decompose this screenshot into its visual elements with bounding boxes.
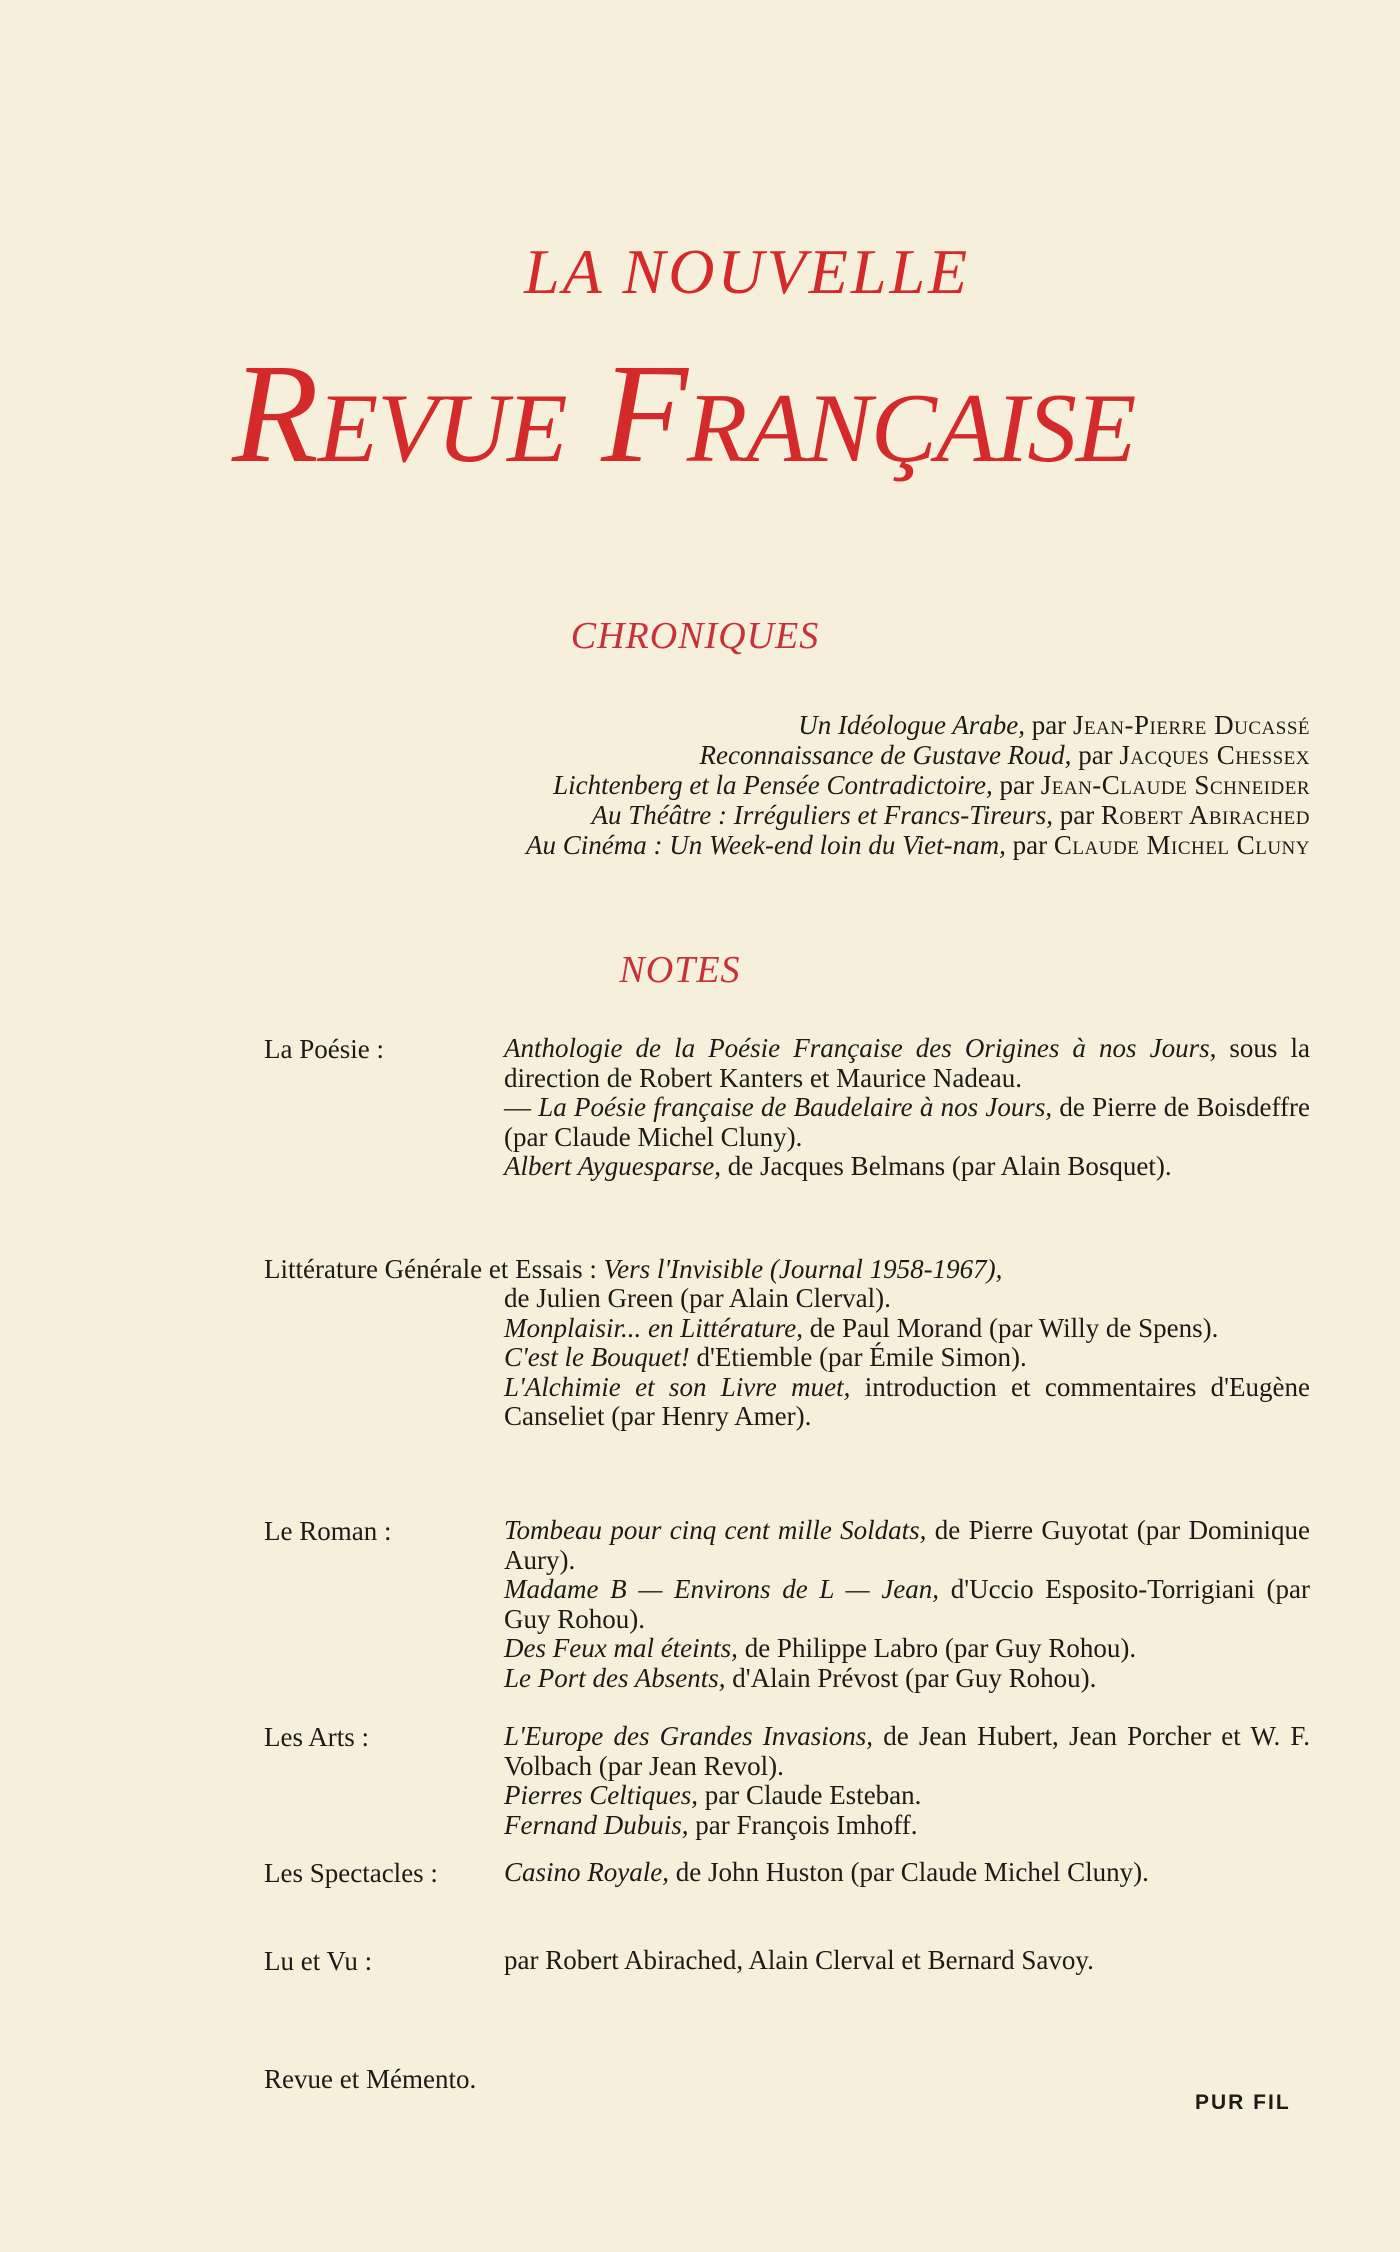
note-details: d'Alain Prévost (par Guy Rohou).: [725, 1662, 1097, 1693]
notes-section: [264, 1946, 1310, 1976]
note-title: Tombeau pour cinq cent mille Soldats,: [504, 1515, 927, 1545]
note-entry: [504, 1093, 1310, 1152]
notes-section: [264, 1034, 1310, 1182]
chroniques-list: [262, 710, 1310, 860]
notes-section-label: Les Spectacles :: [264, 1858, 438, 1888]
footer-paper-mark: PUR FIL: [1195, 2091, 1291, 2114]
notes-section-body: [504, 1946, 1310, 1976]
note-entry: [504, 1314, 1310, 1344]
chronique-item: [262, 770, 1310, 800]
note-entry: [504, 1781, 1310, 1811]
note-details: de Jean Hubert, Jean Porcher et W. F. Volbach (par Jean Revol).: [504, 1721, 1310, 1781]
chronique-work: Au Cinéma : Un Week-end loin du Viet-nam,: [526, 830, 1006, 860]
note-title: Anthologie de la Poésie Française des Origines à nos Jours,: [504, 1033, 1217, 1063]
chronique-par: par: [1052, 800, 1101, 830]
notes-section-label: Les Arts :: [264, 1722, 369, 1752]
note-entry: [504, 1664, 1310, 1694]
notes-list: [264, 1034, 1310, 2034]
note-entry: [504, 1722, 1310, 1781]
note-details: de Jacques Belmans (par Alain Bosquet).: [720, 1151, 1172, 1181]
chronique-par: par: [1005, 830, 1054, 860]
notes-section-label: Le Roman :: [264, 1516, 392, 1546]
note-details: d'Uccio Esposito-Torrigiani (par Guy Rohou).: [504, 1574, 1310, 1634]
note-entry: [504, 1343, 1310, 1373]
chronique-par: par: [1071, 740, 1120, 770]
masthead-line-1: LA NOUVELLE: [524, 236, 971, 307]
note-entry: [504, 1946, 1310, 1976]
note-entry: [504, 1575, 1310, 1634]
note-entry: [504, 1811, 1310, 1841]
notes-section-body: [504, 1722, 1310, 1840]
chronique-par: par: [1024, 710, 1073, 740]
notes-section-label: Lu et Vu :: [264, 1946, 373, 1976]
note-entry: [504, 1034, 1310, 1093]
note-dash: —: [504, 1092, 539, 1122]
notes-section: [264, 1254, 1310, 1432]
note-entry: [504, 1858, 1310, 1888]
chronique-item: [262, 710, 1310, 740]
notes-section: [264, 1858, 1310, 1888]
note-entry: [504, 1152, 1310, 1182]
chronique-item: [262, 740, 1310, 770]
note-details: de Julien Green (par Alain Clerval).: [504, 1283, 891, 1313]
chronique-work: Un Idéologue Arabe,: [798, 710, 1025, 740]
show-through-decoration: [340, 150, 355, 203]
masthead-title: Revue Française: [232, 334, 1136, 492]
note-entry: [504, 1516, 1310, 1575]
note-entry: [504, 1373, 1310, 1432]
chronique-author: Jacques Chessex: [1119, 740, 1310, 770]
note-title: Madame B — Environs de L — Jean,: [504, 1574, 940, 1604]
note-title: Des Feux mal éteints,: [504, 1633, 738, 1663]
notes-section: [264, 1722, 1310, 1840]
note-details: de Paul Morand (par Willy de Spens).: [803, 1312, 1219, 1343]
note-title: Casino Royale,: [504, 1857, 669, 1887]
notes-section-body: [504, 1516, 1310, 1693]
notes-section-body: [504, 1284, 1310, 1432]
chronique-work: Lichtenberg et la Pensée Contradictoire,: [553, 770, 993, 800]
chronique-par: par: [992, 770, 1041, 800]
note-entry: [504, 1634, 1310, 1664]
note-title: Fernand Dubuis,: [504, 1809, 689, 1840]
note-entry: [504, 1284, 1310, 1314]
chronique-item: [262, 800, 1310, 830]
note-title: Albert Ayguesparse,: [504, 1151, 721, 1181]
notes-section-label: La Poésie :: [264, 1034, 384, 1064]
note-details: de Philippe Labro (par Guy Rohou).: [737, 1633, 1137, 1663]
notes-heading: NOTES: [619, 949, 741, 991]
note-details: sous la direction de Robert Kanters et Maurice Nadeau.: [504, 1033, 1310, 1093]
note-title: C'est le Bouquet!: [504, 1342, 690, 1372]
note-title: Vers l'Invisible (Journal 1958-1967),: [603, 1254, 1003, 1284]
chronique-author: Jean-Pierre Ducassé: [1072, 710, 1310, 740]
footer-revue-memento: Revue et Mémento.: [264, 2064, 477, 2094]
note-title: L'Alchimie et son Livre muet,: [504, 1371, 851, 1402]
note-details: par François Imhoff.: [688, 1809, 918, 1840]
chroniques-heading: CHRONIQUES: [570, 615, 820, 657]
notes-section-label: Littérature Générale et Essais :: [264, 1254, 604, 1284]
note-title: Monplaisir... en Littérature,: [504, 1312, 804, 1343]
chronique-work: Reconnaissance de Gustave Roud,: [699, 740, 1072, 770]
notes-section-head: [264, 1254, 1310, 1284]
note-details: introduction et commentaires d'Eugène Canseliet (par Henry Amer).: [504, 1371, 1310, 1431]
note-title: Le Port des Absents,: [504, 1662, 726, 1693]
note-details: de Pierre Guyotat (par Dominique Aury).: [504, 1515, 1310, 1575]
note-details: d'Etiemble (par Émile Simon).: [689, 1342, 1027, 1372]
notes-section-body: [504, 1034, 1310, 1182]
note-title: La Poésie française de Baudelaire à nos Jours,: [538, 1092, 1053, 1122]
chronique-work: Au Théâtre : Irréguliers et Francs-Tireurs,: [591, 800, 1053, 830]
note-title: L'Europe des Grandes Invasions,: [504, 1721, 874, 1751]
note-details: de Pierre de Boisdeffre (par Claude Michel Cluny).: [504, 1092, 1310, 1152]
notes-section-body: [504, 1858, 1310, 1888]
note-title: Pierres Celtiques,: [504, 1780, 698, 1810]
chronique-author: Claude Michel Cluny: [1053, 830, 1310, 860]
notes-section: [264, 1516, 1310, 1693]
note-details: par Robert Abirached, Alain Clerval et Bernard Savoy.: [504, 1945, 1094, 1975]
chronique-author: Jean-Claude Schneider: [1040, 770, 1310, 800]
chronique-item: [262, 830, 1310, 860]
note-details: de John Huston (par Claude Michel Cluny).: [668, 1857, 1149, 1887]
chronique-author: Robert Abirached: [1100, 800, 1310, 830]
note-details: par Claude Esteban.: [697, 1780, 922, 1810]
